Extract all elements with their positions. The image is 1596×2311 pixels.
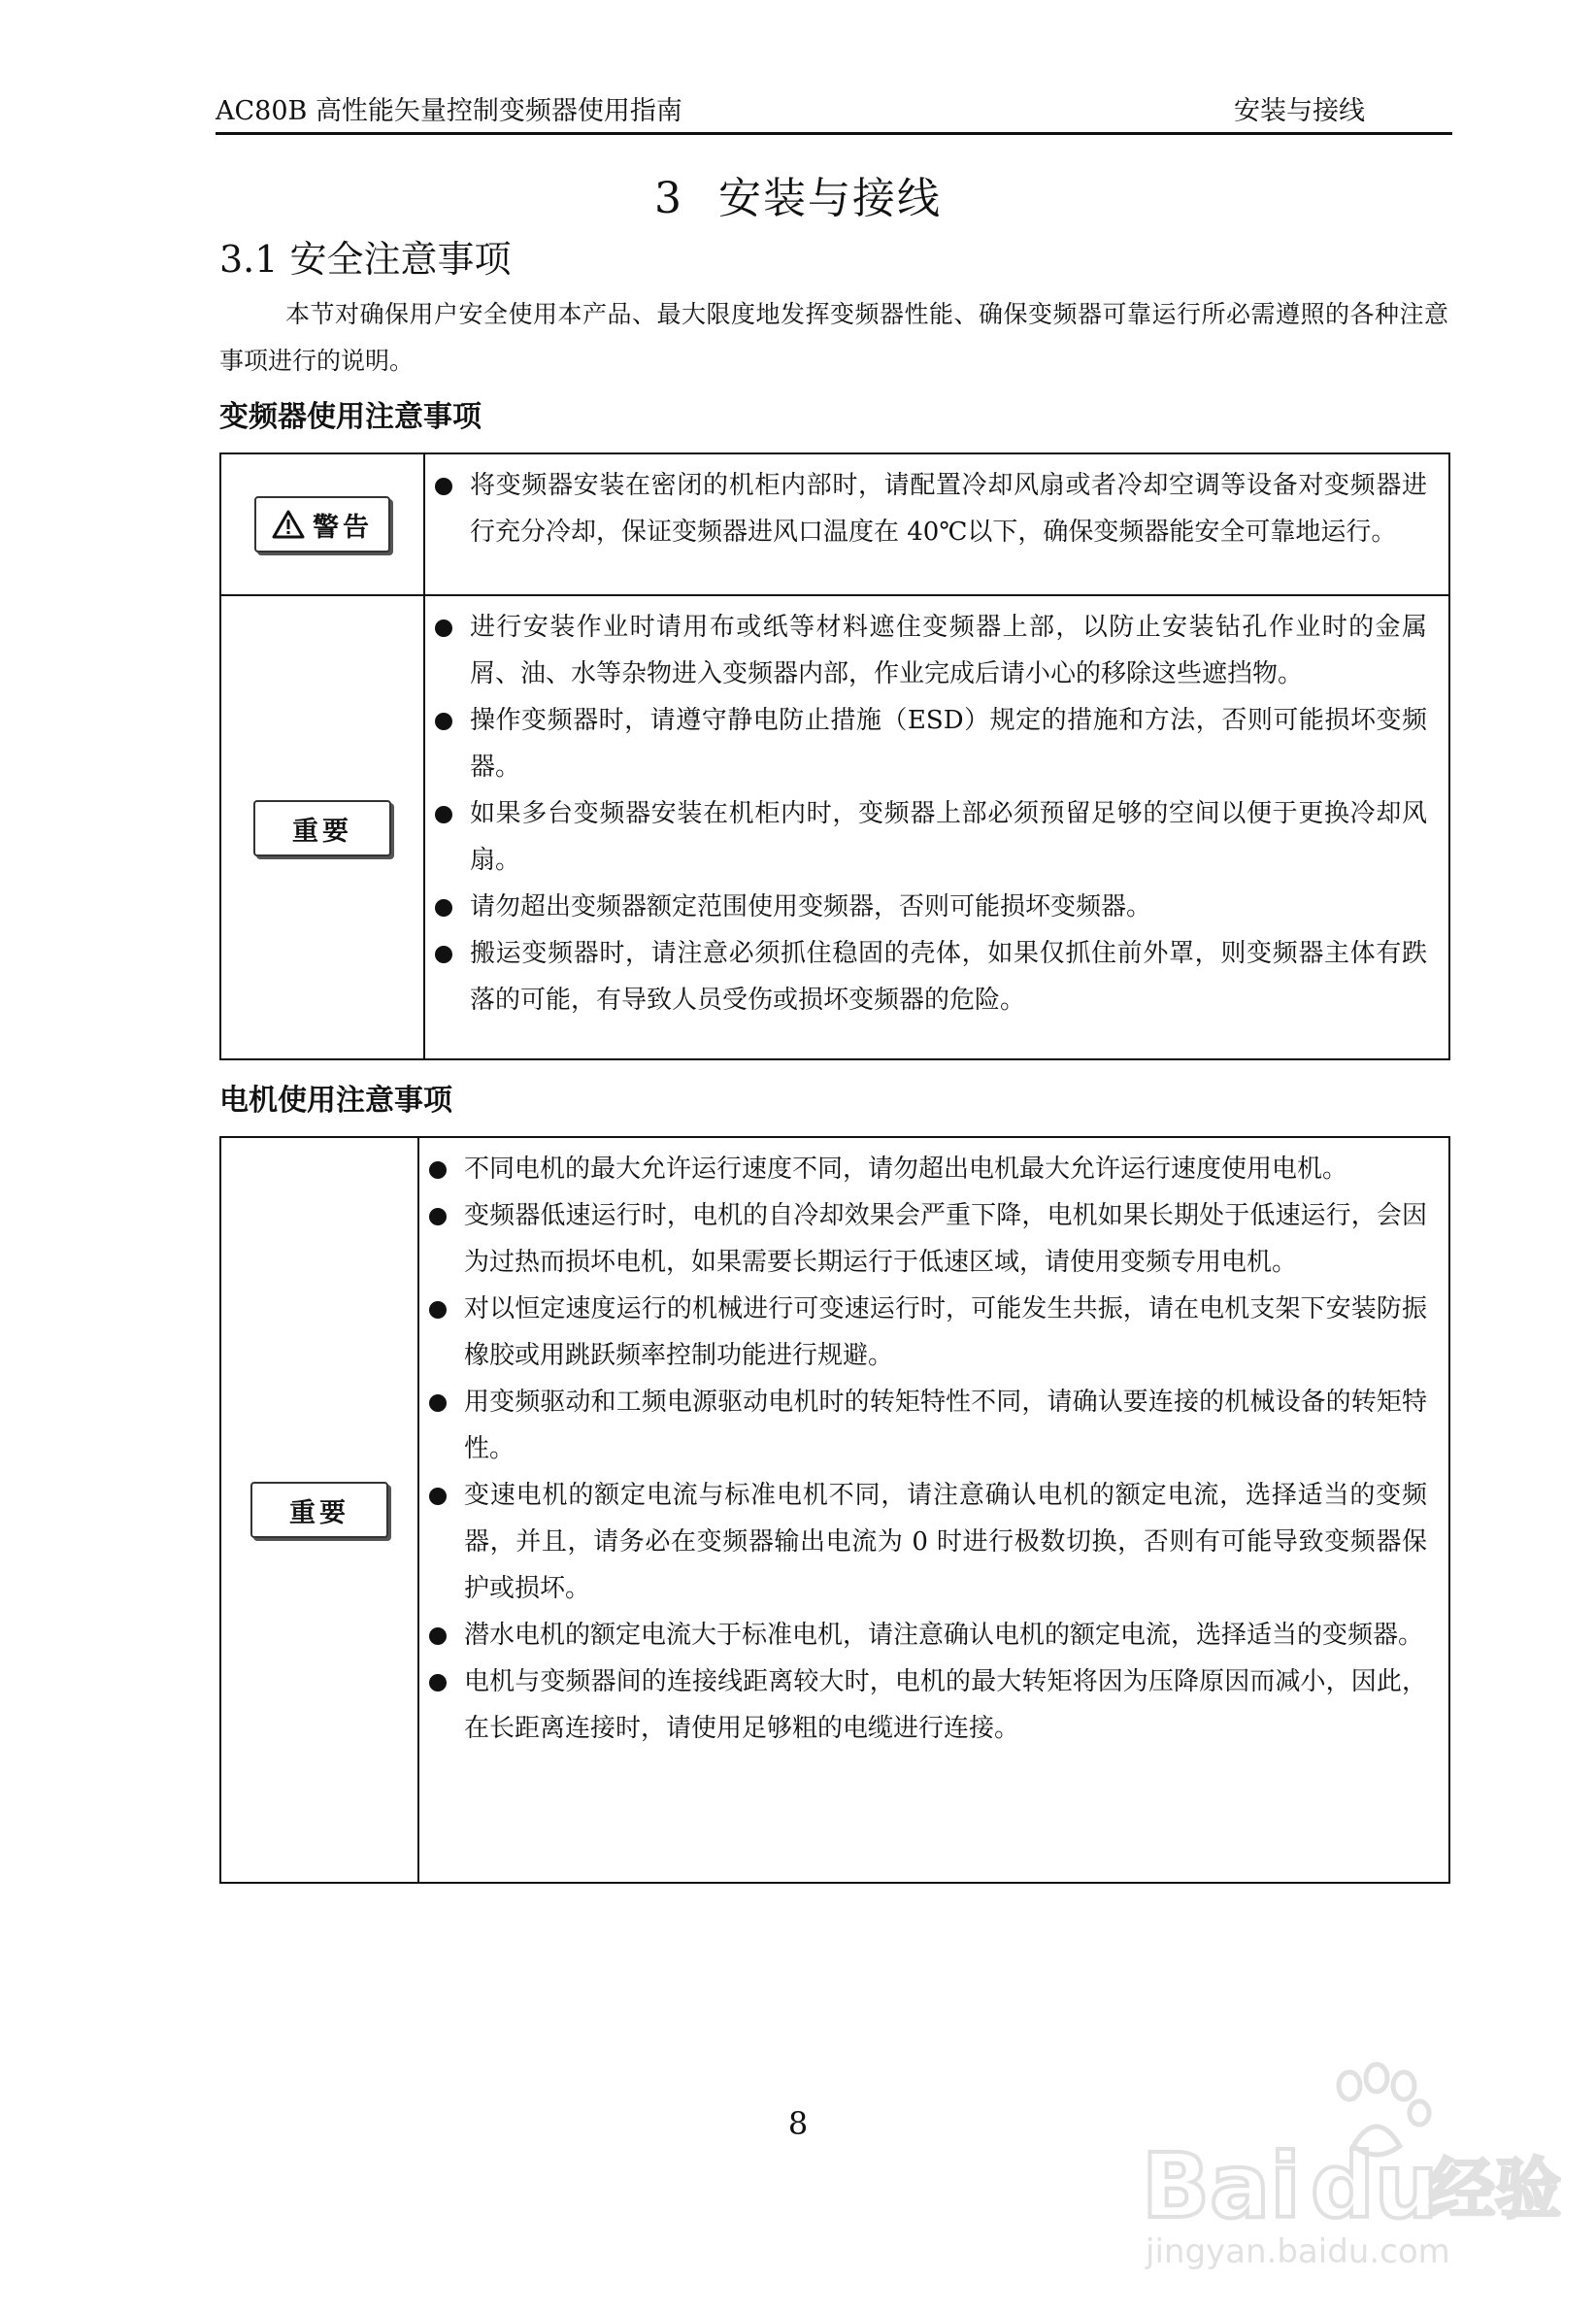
motor-important-label-cell xyxy=(221,1138,419,1882)
list-item: 电机与变频器间的连接线距离较大时，电机的最大转矩将因为压降原因而减小，因此，在长距离连接时，请使用足够粗的电缆进行连接。 xyxy=(419,1658,1427,1752)
watermark-brand-suffix: du xyxy=(1311,2134,1439,2238)
list-item: 变频器低速运行时，电机的自冷却效果会严重下降，电机如果长期处于低速运行，会因为过热而损坏电机，如果需要长期运行于低速区域，请使用变频专用电机。 xyxy=(419,1192,1427,1286)
list-item: 请勿超出变频器额定范围使用变频器，否则可能损坏变频器。 xyxy=(425,884,1427,930)
list-item: 操作变频器时，请遵守静电防止措施（ESD）规定的措施和方法，否则可能损坏变频器。 xyxy=(425,697,1427,790)
warning-row xyxy=(221,454,1448,594)
important-label-cell xyxy=(221,596,425,1060)
motor-notes-table xyxy=(219,1136,1450,1884)
motor-important-label-text: 重要 xyxy=(289,1497,349,1528)
motor-important-label xyxy=(250,1482,388,1538)
list-item: 变速电机的额定电流与标准电机不同，请注意确认电机的额定电流，选择适当的变频器，并且，请务必在变频器输出电流为 0 时进行极数切换，否则有可能导致变频器保护或损坏。 xyxy=(419,1472,1427,1612)
list-item: 进行安装作业时请用布或纸等材料遮住变频器上部，以防止安装钻孔作业时的金属屑、油、水等杂物进入变频器内部，作业完成后请小心的移除这些遮挡物。 xyxy=(425,604,1427,697)
section-title: 3.1 安全注意事项 xyxy=(219,238,512,281)
running-header xyxy=(216,85,1452,135)
watermark-url: jingyan.baidu.com xyxy=(1146,2232,1450,2270)
baidu-jingyan-watermark xyxy=(1138,2057,1575,2270)
important-list xyxy=(425,596,1448,1060)
list-item: 搬运变频器时，请注意必须抓住稳固的壳体，如果仅抓住前外罩，则变频器主体有跌落的可能，有导致人员受伤或损坏变频器的危险。 xyxy=(425,930,1427,1023)
chapter-number: 3 xyxy=(654,174,683,223)
page-number: 8 xyxy=(787,2105,809,2142)
important-label-text: 重要 xyxy=(292,816,352,847)
header-document-title: AC80B 高性能矢量控制变频器使用指南 xyxy=(216,96,682,126)
list-item: 将变频器安装在密闭的机柜内部时，请配置冷却风扇或者冷却空调等设备对变频器进行充分冷却，保证变频器进风口温度在 40℃以下，确保变频器能安全可靠地运行。 xyxy=(425,462,1427,555)
watermark-brand: Bai xyxy=(1142,2134,1301,2238)
list-item: 用变频驱动和工频电源驱动电机时的转矩特性不同，请确认要连接的机械设备的转矩特性。 xyxy=(419,1379,1427,1472)
warning-label-cell xyxy=(221,454,425,594)
section-intro: 本节对确保用户安全使用本产品、最大限度地发挥变频器性能、确保变频器可靠运行所必需遵照的各种注意事项进行的说明。 xyxy=(219,300,1448,375)
important-row xyxy=(221,594,1448,1060)
header-chapter-name: 安装与接线 xyxy=(1234,96,1365,126)
list-item: 对以恒定速度运行的机械进行可变速运行时，可能发生共振，请在电机支架下安装防振橡胶或用跳跃频率控制功能进行规避。 xyxy=(419,1286,1427,1379)
list-item: 如果多台变频器安装在机柜内时，变频器上部必须预留足够的空间以便于更换冷却风扇。 xyxy=(425,790,1427,884)
list-item: 不同电机的最大允许运行速度不同，请勿超出电机最大允许运行速度使用电机。 xyxy=(419,1146,1427,1192)
motor-important-row xyxy=(221,1138,1448,1882)
list-item: 潜水电机的额定电流大于标准电机，请注意确认电机的额定电流，选择适当的变频器。 xyxy=(419,1612,1427,1658)
chapter-title xyxy=(0,163,1596,225)
warning-triangle-icon xyxy=(272,510,305,539)
important-label xyxy=(253,800,391,856)
chapter-title-text: 安装与接线 xyxy=(718,174,942,223)
warning-label xyxy=(254,496,390,553)
warning-list xyxy=(425,454,1448,594)
inverter-notes-table xyxy=(219,452,1450,1060)
inverter-notes-heading: 变频器使用注意事项 xyxy=(219,400,482,434)
motor-important-list xyxy=(419,1138,1448,1882)
warning-label-text: 警告 xyxy=(313,512,373,543)
motor-notes-heading: 电机使用注意事项 xyxy=(219,1084,452,1118)
watermark-product: 经验 xyxy=(1429,2152,1562,2228)
